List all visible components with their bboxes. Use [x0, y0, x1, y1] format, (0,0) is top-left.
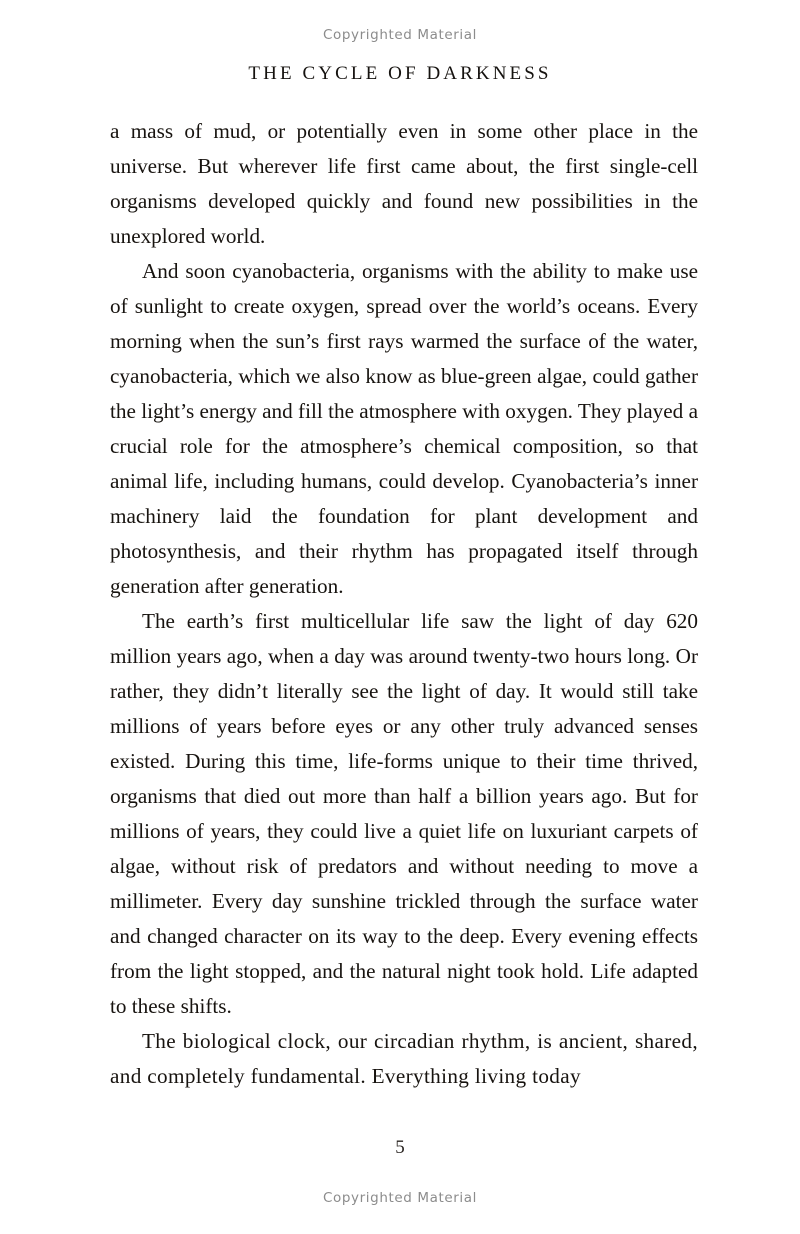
paragraph-cyanobacteria: And soon cyanobacteria, organisms with the ability to make use of sunlight to create oxygen, spread over the world’s oceans. Every morning when the sun’s first rays warmed the surface of the water, cyanobacteria, which we also know as blue-green algae, could gather the light’s energy and fill the atmosphere with oxygen. They played a crucial role for the atmosphere’s chemical composition, so that animal life, including humans, could develop. Cyanobacteria’s inner machinery laid the foundation for plant development and photosynthesis, and their rhythm has propagated itself through generation after generation. — [110, 259, 698, 598]
running-head-chapter-title: THE CYCLE OF DARKNESS — [248, 63, 552, 84]
paragraph-multicellular: The earth’s first multicellular life saw the light of day 620 million years ago, when a day was around twenty-two hours long. Or rather, they didn’t literally see the light of day. It would still take millions of years before eyes or any other truly advanced senses existed. During this time, life-forms unique to their time thrived, organisms that died out more than half a billion years ago. But for millions of years, they could live a quiet life on luxuriant carpets of algae, without risk of predators and without needing to move a millimeter. Every day sunshine trickled through the surface water and changed character on its way to the deep. Every evening effects from the light stopped, and the natural night took hold. Life adapted to these shifts. — [110, 609, 698, 1018]
page-number: 5 — [395, 1137, 405, 1158]
copyright-watermark-top: Copyrighted Material — [323, 27, 477, 43]
paragraph-continued: a mass of mud, or potentially even in some other place in the universe. But wherever life first came about, the first single-cell organisms developed quickly and found new possibilities in the unexplored world. — [110, 119, 698, 248]
body-text-block — [110, 114, 698, 1094]
paragraph-biological-clock: The biological clock, our circadian rhythm, is ancient, shared, and completely fundamental. Everything living today — [110, 1029, 698, 1088]
copyright-watermark-bottom: Copyrighted Material — [323, 1190, 477, 1206]
